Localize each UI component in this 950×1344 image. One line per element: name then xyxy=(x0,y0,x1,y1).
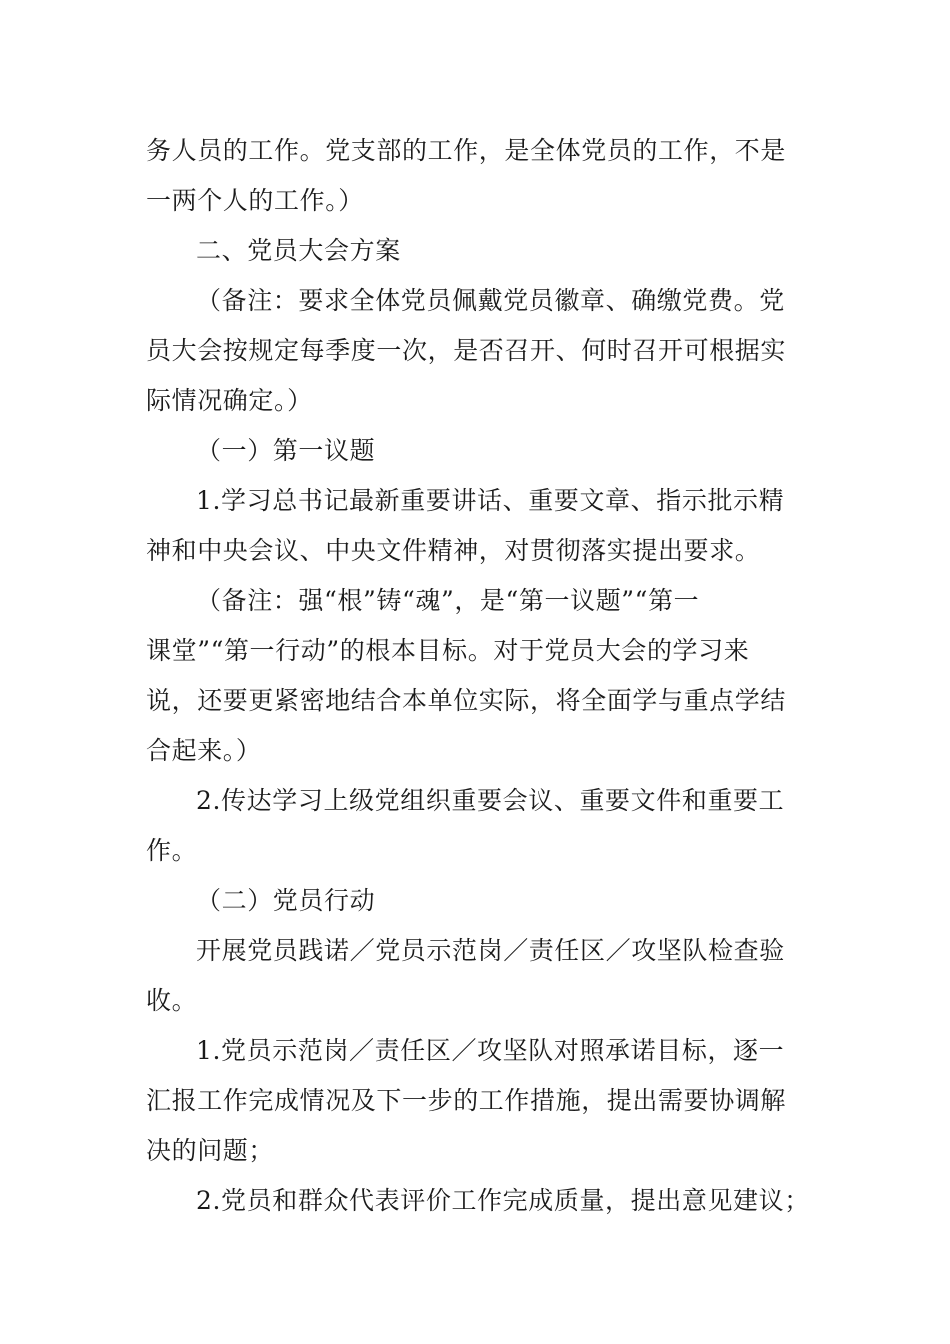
document-page xyxy=(146,126,810,1226)
list-item-line: 2.党员和群众代表评价工作完成质量，提出意见建议； xyxy=(196,1186,810,1215)
note-line: （备注：要求全体党员佩戴党员徽章、确缴党费。党 xyxy=(196,286,785,315)
list-item-line: 作。 xyxy=(146,836,198,865)
paragraph-line: 收。 xyxy=(146,986,198,1015)
paragraph-line: 一两个人的工作。） xyxy=(146,186,364,215)
list-item-line: 1.党员示范岗／责任区／攻坚队对照承诺目标，逐一 xyxy=(196,1036,785,1065)
note-line: （备注：强“根”铸“魂”，是“第一议题”“第一 xyxy=(196,586,700,615)
note-line: 员大会按规定每季度一次，是否召开、何时召开可根据实 xyxy=(146,336,787,365)
note-line: 课堂”“第一行动”的根本目标。对于党员大会的学习来 xyxy=(146,636,750,665)
note-line: 际情况确定。） xyxy=(146,386,313,415)
list-item-line: 汇报工作完成情况及下一步的工作措施，提出需要协调解 xyxy=(146,1086,787,1115)
list-item-line: 1.学习总书记最新重要讲话、重要文章、指示批示精 xyxy=(196,486,785,515)
list-item-line: 神和中央会议、中央文件精神，对贯彻落实提出要求。 xyxy=(146,536,761,565)
note-line: 说，还要更紧密地结合本单位实际，将全面学与重点学结 xyxy=(146,686,787,715)
subsection-heading: （一）第一议题 xyxy=(196,436,376,465)
section-heading: 二、党员大会方案 xyxy=(196,236,401,265)
paragraph-line: 开展党员践诺／党员示范岗／责任区／攻坚队检查验 xyxy=(196,936,785,965)
paragraph-line: 务人员的工作。党支部的工作，是全体党员的工作，不是 xyxy=(146,136,787,165)
note-line: 合起来。） xyxy=(146,736,262,765)
list-item-line: 决的问题； xyxy=(146,1136,275,1165)
subsection-heading: （二）党员行动 xyxy=(196,886,376,915)
list-item-line: 2.传达学习上级党组织重要会议、重要文件和重要工 xyxy=(196,786,785,815)
